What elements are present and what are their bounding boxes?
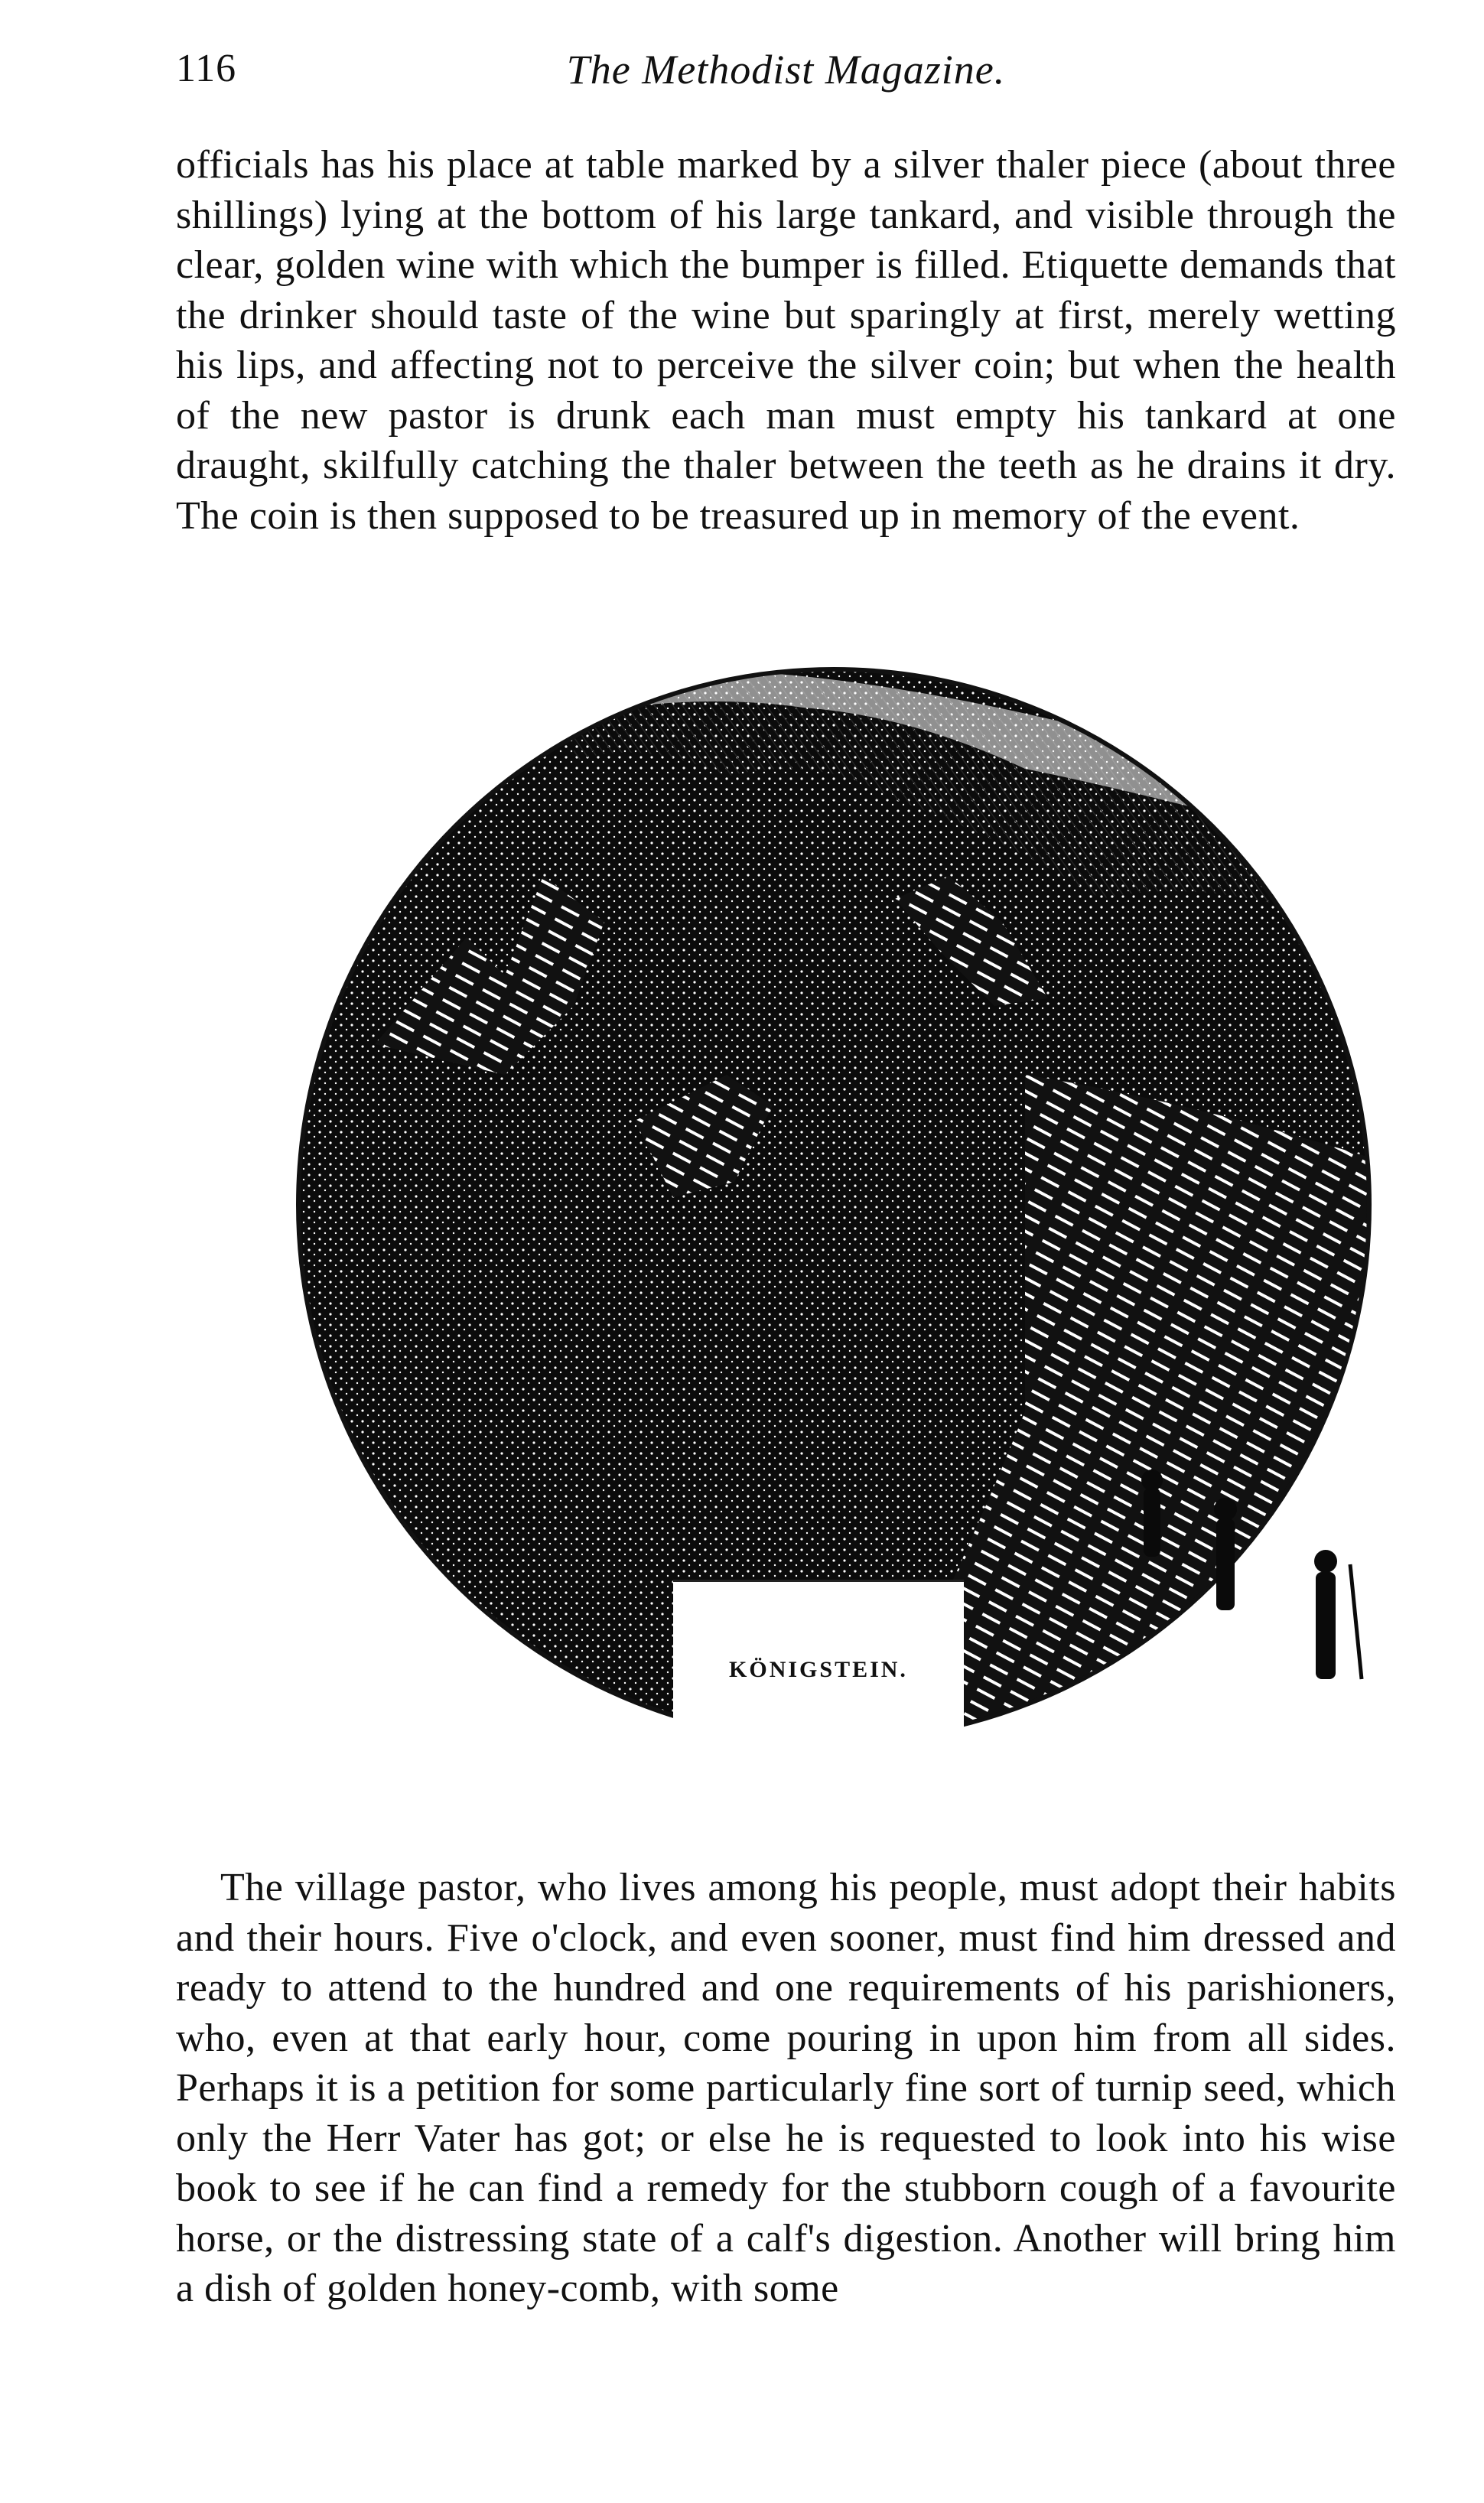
engraving-illustration	[145, 646, 1423, 1824]
paragraph-2: The village pastor, who lives among his people, must adopt their habits and their hours. Five o'clock, and even sooner, must find him dressed and ready to attend to the hundred and one requirements of his parishioners, who, even at that early hour, come pouring in upon him from all sides. Perhaps it is a petition for some particularly fine sort of turnip seed, which only the Herr Vater has got; or else he is requested to look into his wise book to see if he can find a remedy for the stubborn cough of a favourite horse, or the distressing state of a calf's digestion. Another will bring him a dish of golden honey-comb, with some	[176, 1866, 1396, 2310]
paragraph-1: officials has his place at table marked by a silver thaler piece (about three shillings) lying at the bottom of his large tankard, and visible through the clear, golden wine with which the bumper is filled. Etiquette demands that the drinker should taste of the wine but sparingly at first, merely wetting his lips, and affecting not to perceive the silver coin; but when the health of the new pastor is drunk each man must empty his tankard at one draught, skilfully catching the thaler between the teeth as he drains it dry. The coin is then supposed to be treasured up in memory of the event.	[176, 143, 1396, 538]
running-title: The Methodist Magazine.	[566, 47, 1006, 93]
page-header	[176, 46, 1396, 115]
figure-caption-box	[673, 1580, 964, 1758]
page-number: 116	[176, 47, 237, 90]
figure-caption: KÖNIGSTEIN.	[729, 1657, 908, 1682]
